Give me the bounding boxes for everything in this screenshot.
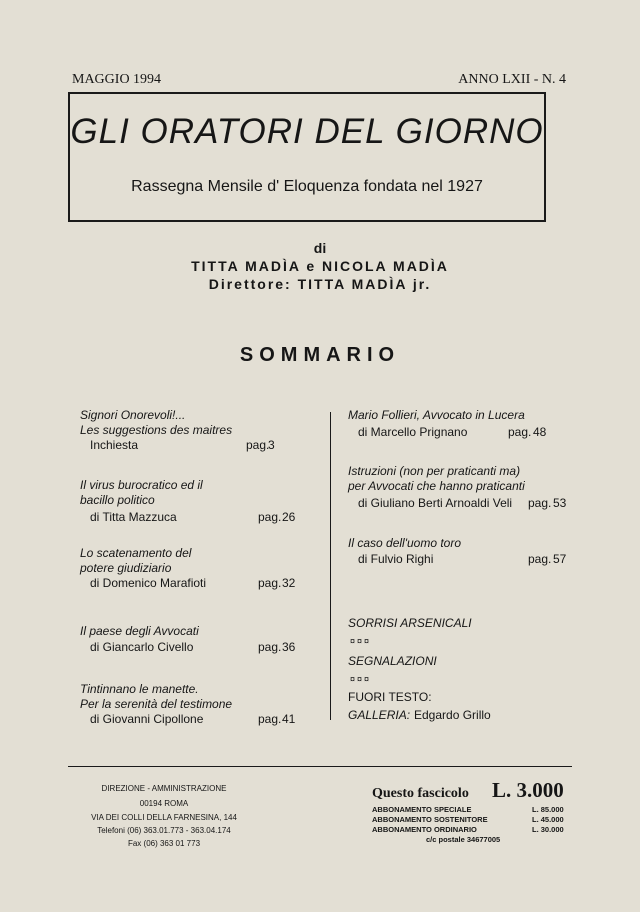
subscription-label: ABBONAMENTO SPECIALE bbox=[372, 805, 472, 814]
toc-byline: Inchiesta bbox=[90, 438, 139, 452]
toc-page-label: pag. bbox=[528, 496, 552, 510]
toc-page-number: 32 bbox=[282, 576, 296, 590]
subscription-label: ABBONAMENTO ORDINARIO bbox=[372, 825, 477, 834]
toc-title-line: potere giudiziario bbox=[80, 561, 172, 575]
masthead-box bbox=[68, 92, 546, 222]
toc-byline: di Marcello Prignano bbox=[358, 425, 468, 439]
section-markers: ¤¤¤ bbox=[350, 674, 372, 684]
toc-title-line: Per la serenità del testimone bbox=[80, 697, 233, 711]
toc-byline: di Giovanni Cipollone bbox=[90, 712, 204, 726]
toc-page-label: pag. bbox=[246, 438, 270, 452]
section-markers: ¤¤¤ bbox=[350, 636, 372, 646]
toc-byline: di Giancarlo Civello bbox=[90, 640, 194, 654]
founders-line: TITTA MADÌA e NICOLA MADÌA bbox=[191, 258, 449, 274]
toc-page-label: pag. bbox=[508, 425, 532, 439]
section-galleria-label: GALLERIA: bbox=[348, 708, 411, 722]
toc-byline: di Fulvio Righi bbox=[358, 552, 434, 566]
toc-title-line: Tintinnano le manette. bbox=[80, 682, 199, 696]
toc-page-label: pag. bbox=[258, 640, 282, 654]
toc-byline: di Titta Mazzuca bbox=[90, 510, 177, 524]
address-line: VIA DEI COLLI DELLA FARNESINA, 144 bbox=[91, 813, 237, 822]
toc-title-line: Il caso dell'uomo toro bbox=[348, 536, 462, 550]
subscription-label: ABBONAMENTO SOSTENITORE bbox=[372, 815, 488, 824]
footer-rule bbox=[68, 766, 572, 767]
issue-number: ANNO LXII - N. 4 bbox=[458, 72, 566, 87]
toc-page-label: pag. bbox=[258, 712, 282, 726]
section-segnalazioni: SEGNALAZIONI bbox=[348, 654, 437, 668]
subscription-value: L. 30.000 bbox=[532, 825, 564, 834]
by-line: di bbox=[313, 240, 327, 256]
postal-account: c/c postale 34677005 bbox=[426, 835, 501, 844]
subscription-value: L. 85.000 bbox=[532, 805, 564, 814]
director-line: Direttore: TITTA MADÌA jr. bbox=[208, 276, 432, 292]
toc-page-label: pag. bbox=[258, 510, 282, 524]
address-line: Fax (06) 363 01 773 bbox=[127, 839, 201, 848]
address-line: 00194 ROMA bbox=[139, 799, 189, 808]
issue-price-label: Questo fascicolo bbox=[372, 786, 469, 801]
toc-page-number: 41 bbox=[282, 712, 296, 726]
section-fuori-testo: FUORI TESTO: bbox=[348, 690, 432, 704]
toc-page-number: 26 bbox=[282, 510, 296, 524]
journal-subtitle: Rassegna Mensile d' Eloquenza fondata nel 1927 bbox=[131, 178, 483, 195]
address-line: DIREZIONE - AMMINISTRAZIONE bbox=[101, 784, 227, 793]
toc-page-number: 3 bbox=[268, 438, 275, 452]
toc-title-line: Istruzioni (non per praticanti ma) bbox=[348, 464, 521, 478]
issue-price-value: L. 3.000 bbox=[492, 778, 564, 802]
toc-page-number: 48 bbox=[533, 425, 547, 439]
journal-title: GLI ORATORI DEL GIORNO bbox=[70, 112, 544, 151]
toc-page-number: 53 bbox=[553, 496, 567, 510]
address-line: Telefoni (06) 363.01.773 - 363.04.174 bbox=[97, 826, 231, 835]
toc-title-line: Signori Onorevoli!... bbox=[80, 408, 186, 422]
toc-title-line: per Avvocati che hanno praticanti bbox=[348, 479, 525, 493]
toc-title-line: Mario Follieri, Avvocato in Lucera bbox=[348, 408, 525, 422]
toc-page-label: pag. bbox=[258, 576, 282, 590]
column-divider bbox=[330, 412, 331, 720]
toc-page-number: 57 bbox=[553, 552, 567, 566]
toc-page-label: pag. bbox=[528, 552, 552, 566]
section-galleria-value: Edgardo Grillo bbox=[414, 708, 491, 722]
toc-title-line: Il virus burocratico ed il bbox=[80, 478, 203, 492]
subscription-value: L. 45.000 bbox=[532, 815, 564, 824]
toc-title-line: bacillo politico bbox=[80, 493, 155, 507]
toc-byline: di Giuliano Berti Arnoaldi Veli bbox=[358, 496, 513, 510]
toc-title-line: Les suggestions des maitres bbox=[80, 423, 233, 437]
toc-title-line: Lo scatenamento del bbox=[80, 546, 192, 560]
toc-title-line: Il paese degli Avvocati bbox=[80, 624, 199, 638]
section-sorrisi-arsenicali: SORRISI ARSENICALI bbox=[348, 616, 472, 630]
toc-page-number: 36 bbox=[282, 640, 296, 654]
issue-date: MAGGIO 1994 bbox=[72, 72, 162, 87]
toc-byline: di Domenico Marafioti bbox=[90, 576, 207, 590]
toc-heading: SOMMARIO bbox=[239, 344, 401, 366]
